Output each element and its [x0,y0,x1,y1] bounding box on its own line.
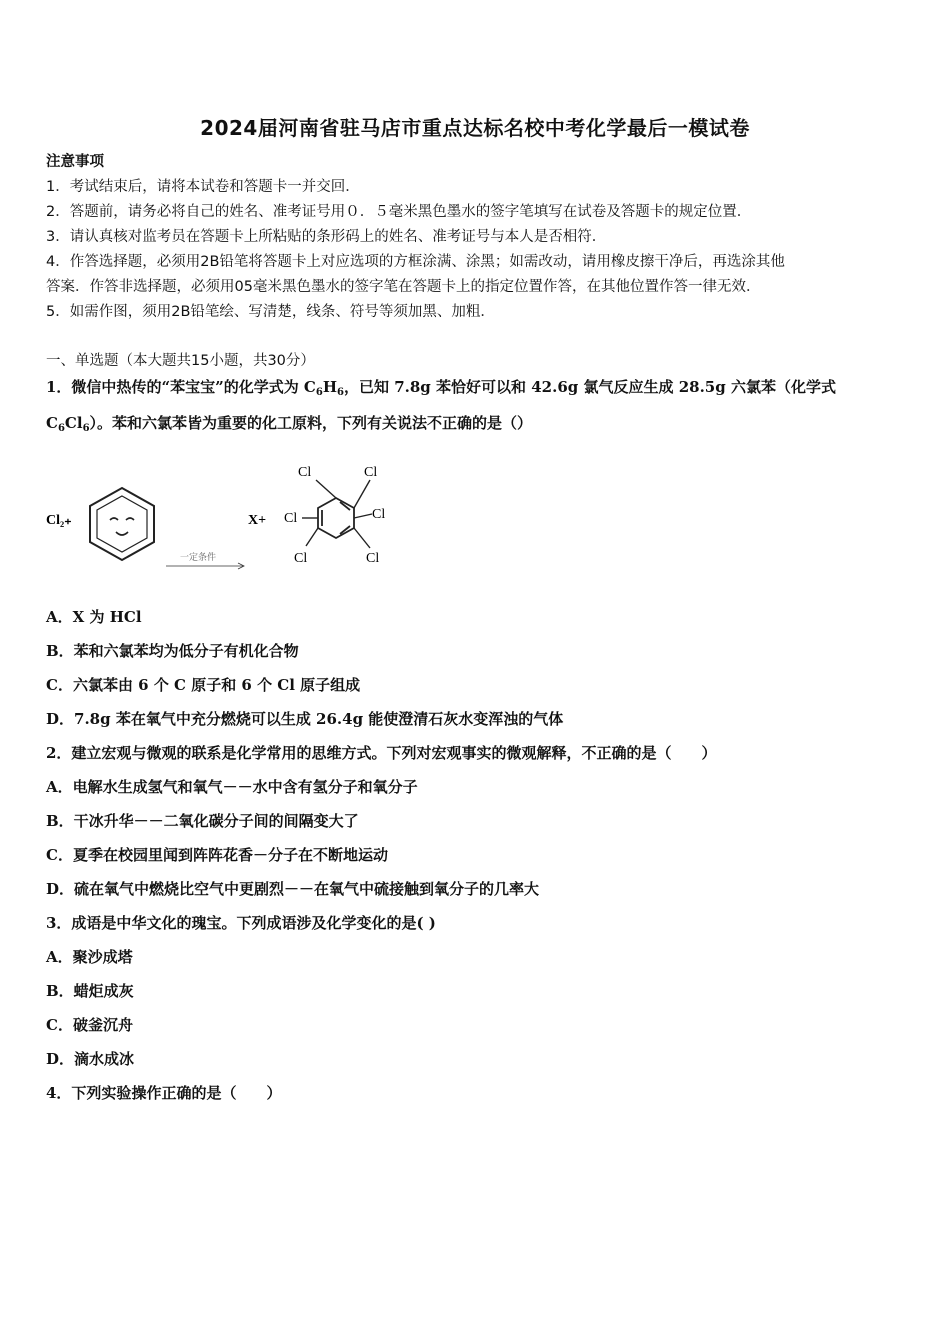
notice-item: 4．作答选择题，必须用2B铅笔将答题卡上对应选项的方框涂满、涂黑；如需改动，请用橡皮擦干净后，再选涂其他 [46,254,785,270]
q3-option-a: A．聚沙成塔 [46,948,133,966]
notice-item: 答案．作答非选择题，必须用05毫米黑色墨水的签字笔在答题卡上的指定位置作答，在其他位置作答一律无效． [46,279,761,295]
q1-option-c: C．六氯苯由 6 个 C 原子和 6 个 Cl 原子组成 [46,676,361,694]
notice-item: 1．考试结束后，请将本试卷和答题卡一并交回． [46,179,360,195]
hexachlorobenzene-ring-icon [318,498,354,538]
question-1-stem: 1．微信中热传的“苯宝宝”的化学式为 $C_6H_6$，已知 7.8g 苯恰好可以和 42.6g 氯气反应生成 28.5g 六氯苯（化学式 [46,378,836,398]
notice-item: 2．答题前，请务必将自己的姓名、准考证号用０．５毫米黑色墨水的签字笔填写在试卷及答题卡的规定位置． [46,204,752,220]
notice-item: 5．如需作图，须用2B铅笔绘、写清楚，线条、符号等须加黑、加粗． [46,304,495,320]
notice-item: 3．请认真核对监考员在答题卡上所粘贴的条形码上的姓名、准考证号与本人是否相符． [46,229,607,245]
question-2-stem: 2．建立宏观与微观的联系是化学常用的思维方式。下列对宏观事实的微观解释，不正确的是（ ） [46,744,717,762]
benzene-inner-ring-icon [97,496,147,552]
question-3-stem: 3．成语是中华文化的瑰宝。下列成语涉及化学变化的是( ) [46,914,436,932]
product-prefix: X+ [248,513,267,528]
question-4-stem: 4．下列实验操作正确的是（ ） [46,1084,282,1102]
question-1-stem-cont: $C_6Cl_6$）。苯和六氯苯皆为重要的化工原料，下列有关说法不正确的是（） [46,414,533,434]
reaction-figure [40,450,420,590]
cl-label: Cl [366,551,380,566]
cl-label: Cl [294,551,308,566]
page-title: 2024届河南省驻马店市重点达标名校中考化学最后一模试卷 [200,116,750,140]
reaction-condition: 一定条件 [180,553,217,563]
q3-option-c: C．破釜沉舟 [46,1016,133,1034]
cl-label: Cl [372,507,386,522]
face-eye-icon [110,518,118,520]
cl-label: Cl [364,465,378,480]
q1-option-a: A．X 为 HCl [46,608,142,626]
cl-label: Cl [298,465,312,480]
benzene-ring-icon [90,488,154,560]
q2-option-c: C．夏季在校园里闻到阵阵花香－分子在不断地运动 [46,846,388,864]
notice-heading: 注意事项 [46,154,104,170]
face-eye-icon [126,518,134,520]
q3-option-d: D．滴水成冰 [46,1050,135,1068]
q1-option-b: B．苯和六氯苯均为低分子有机化合物 [46,642,299,660]
q3-option-b: B．蜡炬成灰 [46,982,134,1000]
q1-option-d: D．7.8g 苯在氧气中充分燃烧可以生成 26.4g 能使澄清石灰水变浑浊的气体 [46,710,564,728]
section-heading: 一、单选题（本大题共15小题，共30分） [46,353,315,369]
face-mouth-icon [116,532,128,535]
cl-label: Cl [284,511,298,526]
q2-option-d: D．硫在氧气中燃烧比空气中更剧烈－－在氧气中硫接触到氧分子的几率大 [46,880,540,898]
reactant-label: Cl₂₊ [46,513,72,528]
q2-option-a: A．电解水生成氢气和氧气－－水中含有氢分子和氧分子 [46,778,418,796]
q2-option-b: B．干冰升华－－二氧化碳分子间的间隔变大了 [46,812,359,830]
